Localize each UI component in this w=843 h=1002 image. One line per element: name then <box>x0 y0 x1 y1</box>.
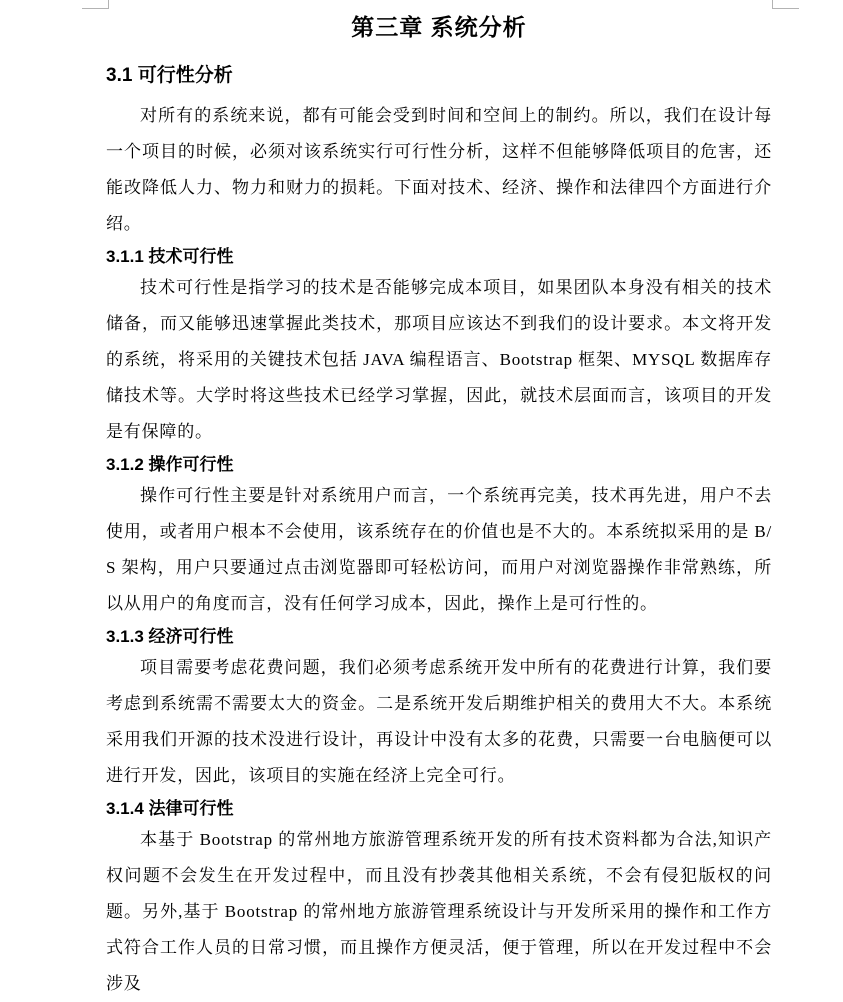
subsection-heading-3-1-1: 3.1.1 技术可行性 <box>106 247 234 266</box>
section-intro-paragraph: 对所有的系统来说，都有可能会受到时间和空间上的制约。所以，我们在设计每一个项目的时候，必须对该系统实行可行性分析，这样不但能够降低项目的危害，还能改降低人力、物力和财力的损耗。下面对技术、经济、操作和法律四个方面进行介绍。 <box>106 106 772 233</box>
section-heading-3-1: 3.1 可行性分析 <box>106 65 233 86</box>
text-boundary-mark-top-right <box>772 0 799 9</box>
subsection-heading-3-1-4: 3.1.4 法律可行性 <box>106 799 234 818</box>
document-content <box>106 0 772 1002</box>
subsection-heading-3-1-3: 3.1.3 经济可行性 <box>106 627 234 646</box>
subsection-paragraph-3-1-3: 项目需要考虑花费问题，我们必须考虑系统开发中所有的花费进行计算，我们要考虑到系统需不需要太大的资金。二是系统开发后期维护相关的费用大不大。本系统采用我们开源的技术没进行设计，再设计中没有太多的花费，只需要一台电脑便可以进行开发，因此，该项目的实施在经济上完全可行。 <box>106 658 772 785</box>
subsection-heading-3-1-2: 3.1.2 操作可行性 <box>106 455 234 474</box>
chapter-title: 第三章 系统分析 <box>351 14 527 40</box>
subsection-paragraph-3-1-2: 操作可行性主要是针对系统用户而言，一个系统再完美，技术再先进，用户不去使用，或者用户根本不会使用，该系统存在的价值也是不大的。本系统拟采用的是 B/S 架构，用户只要通过点击浏览器即可轻松访问，而用户对浏览器操作非常熟练，所以从用户的角度而言，没有任何学习成本，因此，操作上是可行性的。 <box>106 486 772 613</box>
subsection-paragraph-3-1-4: 本基于 Bootstrap 的常州地方旅游管理系统开发的所有技术资料都为合法,知识产权问题不会发生在开发过程中，而且没有抄袭其他相关系统，不会有侵犯版权的问题。另外,基于 Bootstrap 的常州地方旅游管理系统设计与开发所采用的操作和工作方式符合工作人员的日常习惯，而且操作方便灵活，便于管理，所以在开发过程中不会涉及 <box>106 830 772 993</box>
subsection-paragraph-3-1-1: 技术可行性是指学习的技术是否能够完成本项目，如果团队本身没有相关的技术储备，而又能够迅速掌握此类技术，那项目应该达不到我们的设计要求。本文将开发的系统，将采用的关键技术包括 JAVA 编程语言、Bootstrap 框架、MYSQL 数据库存储技术等。大学时将这些技术已经学习掌握，因此，就技术层面而言，该项目的开发是有保障的。 <box>106 278 772 441</box>
text-boundary-mark-top-left <box>82 0 109 9</box>
